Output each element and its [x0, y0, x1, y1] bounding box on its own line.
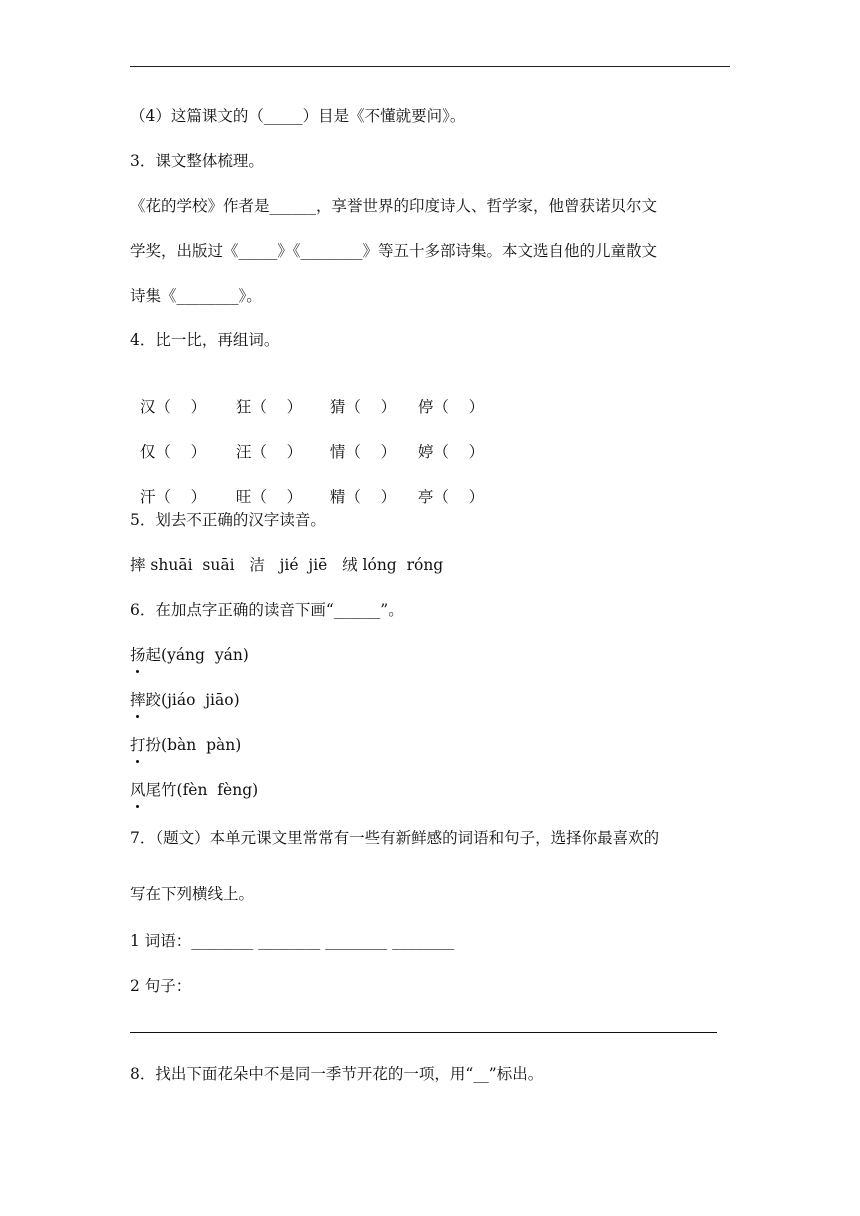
dotted-char: 打 — [130, 736, 146, 754]
q4-cell: 情（ ） — [329, 443, 397, 461]
q4-heading: 4．比一比，再组词。 — [130, 331, 280, 349]
q4-cell: 亭（ ） — [417, 488, 485, 506]
q2-item-4: （4）这篇课文的（_____）目是《不懂就要问》。 — [130, 107, 466, 125]
q3-line-2: 学奖，出版过《_____》《________》等五十多部诗集。本文选自他的儿童散文 — [130, 242, 658, 260]
q7-line-1: 7．（题文）本单元课文里常常有一些有新鲜感的词语和句子，选择你最喜欢的 — [130, 829, 660, 847]
dotted-char: 风 — [130, 781, 146, 799]
q6-item-rest: 起(yáng yán) — [145, 646, 249, 664]
q4-cell: 汗（ ） — [139, 488, 207, 506]
q4-cell: 停（ ） — [417, 398, 485, 416]
q6-heading: 6．在加点字正确的读音下画“______”。 — [130, 601, 404, 619]
dotted-char: 扬 — [130, 646, 146, 664]
q6-item — [130, 779, 258, 801]
q4-row — [130, 419, 484, 463]
header-rule — [130, 66, 730, 67]
q6-item — [130, 689, 240, 711]
answer-blank-line — [130, 1032, 717, 1033]
q7-line-2: 写在下列横线上。 — [130, 885, 255, 903]
q4-cell: 仅（ ） — [139, 443, 207, 461]
q3-heading: 3．课文整体梳理。 — [130, 152, 264, 170]
dotted-char: 摔 — [130, 691, 146, 709]
q8-heading: 8．找出下面花朵中不是同一季节开花的一项，用“__”标出。 — [130, 1065, 544, 1083]
q4-cell: 狂（ ） — [235, 398, 303, 416]
q6-item-rest: 跤(jiáo jiāo) — [145, 691, 240, 709]
q7-sentence-label: 2 句子： — [130, 977, 192, 995]
q4-row — [130, 374, 484, 418]
q6-item-rest: 尾竹(fèn fèng) — [145, 781, 259, 799]
q5-heading: 5．划去不正确的汉字读音。 — [130, 511, 326, 529]
q7-words-line: 1 词语：________ ________ ________ ________ — [130, 932, 455, 950]
q4-cell: 精（ ） — [329, 488, 397, 506]
q3-line-1: 《花的学校》作者是______，享誉世界的印度诗人、哲学家，他曾获诺贝尔文 — [130, 197, 658, 215]
q4-cell: 汉（ ） — [139, 398, 207, 416]
q6-item-rest: 扮(bàn pàn) — [145, 736, 242, 754]
q6-item — [130, 644, 249, 666]
q3-line-3: 诗集《________》。 — [130, 287, 262, 305]
q4-cell: 汪（ ） — [235, 443, 303, 461]
q4-cell: 婷（ ） — [417, 443, 485, 461]
q4-cell: 猜（ ） — [329, 398, 397, 416]
q5-pinyin-line: 摔 shuāi suāi 洁 jié jiē 绒 lóng róng — [130, 556, 444, 574]
q4-cell: 旺（ ） — [235, 488, 303, 506]
q6-item — [130, 734, 241, 756]
q4-row — [130, 464, 484, 508]
